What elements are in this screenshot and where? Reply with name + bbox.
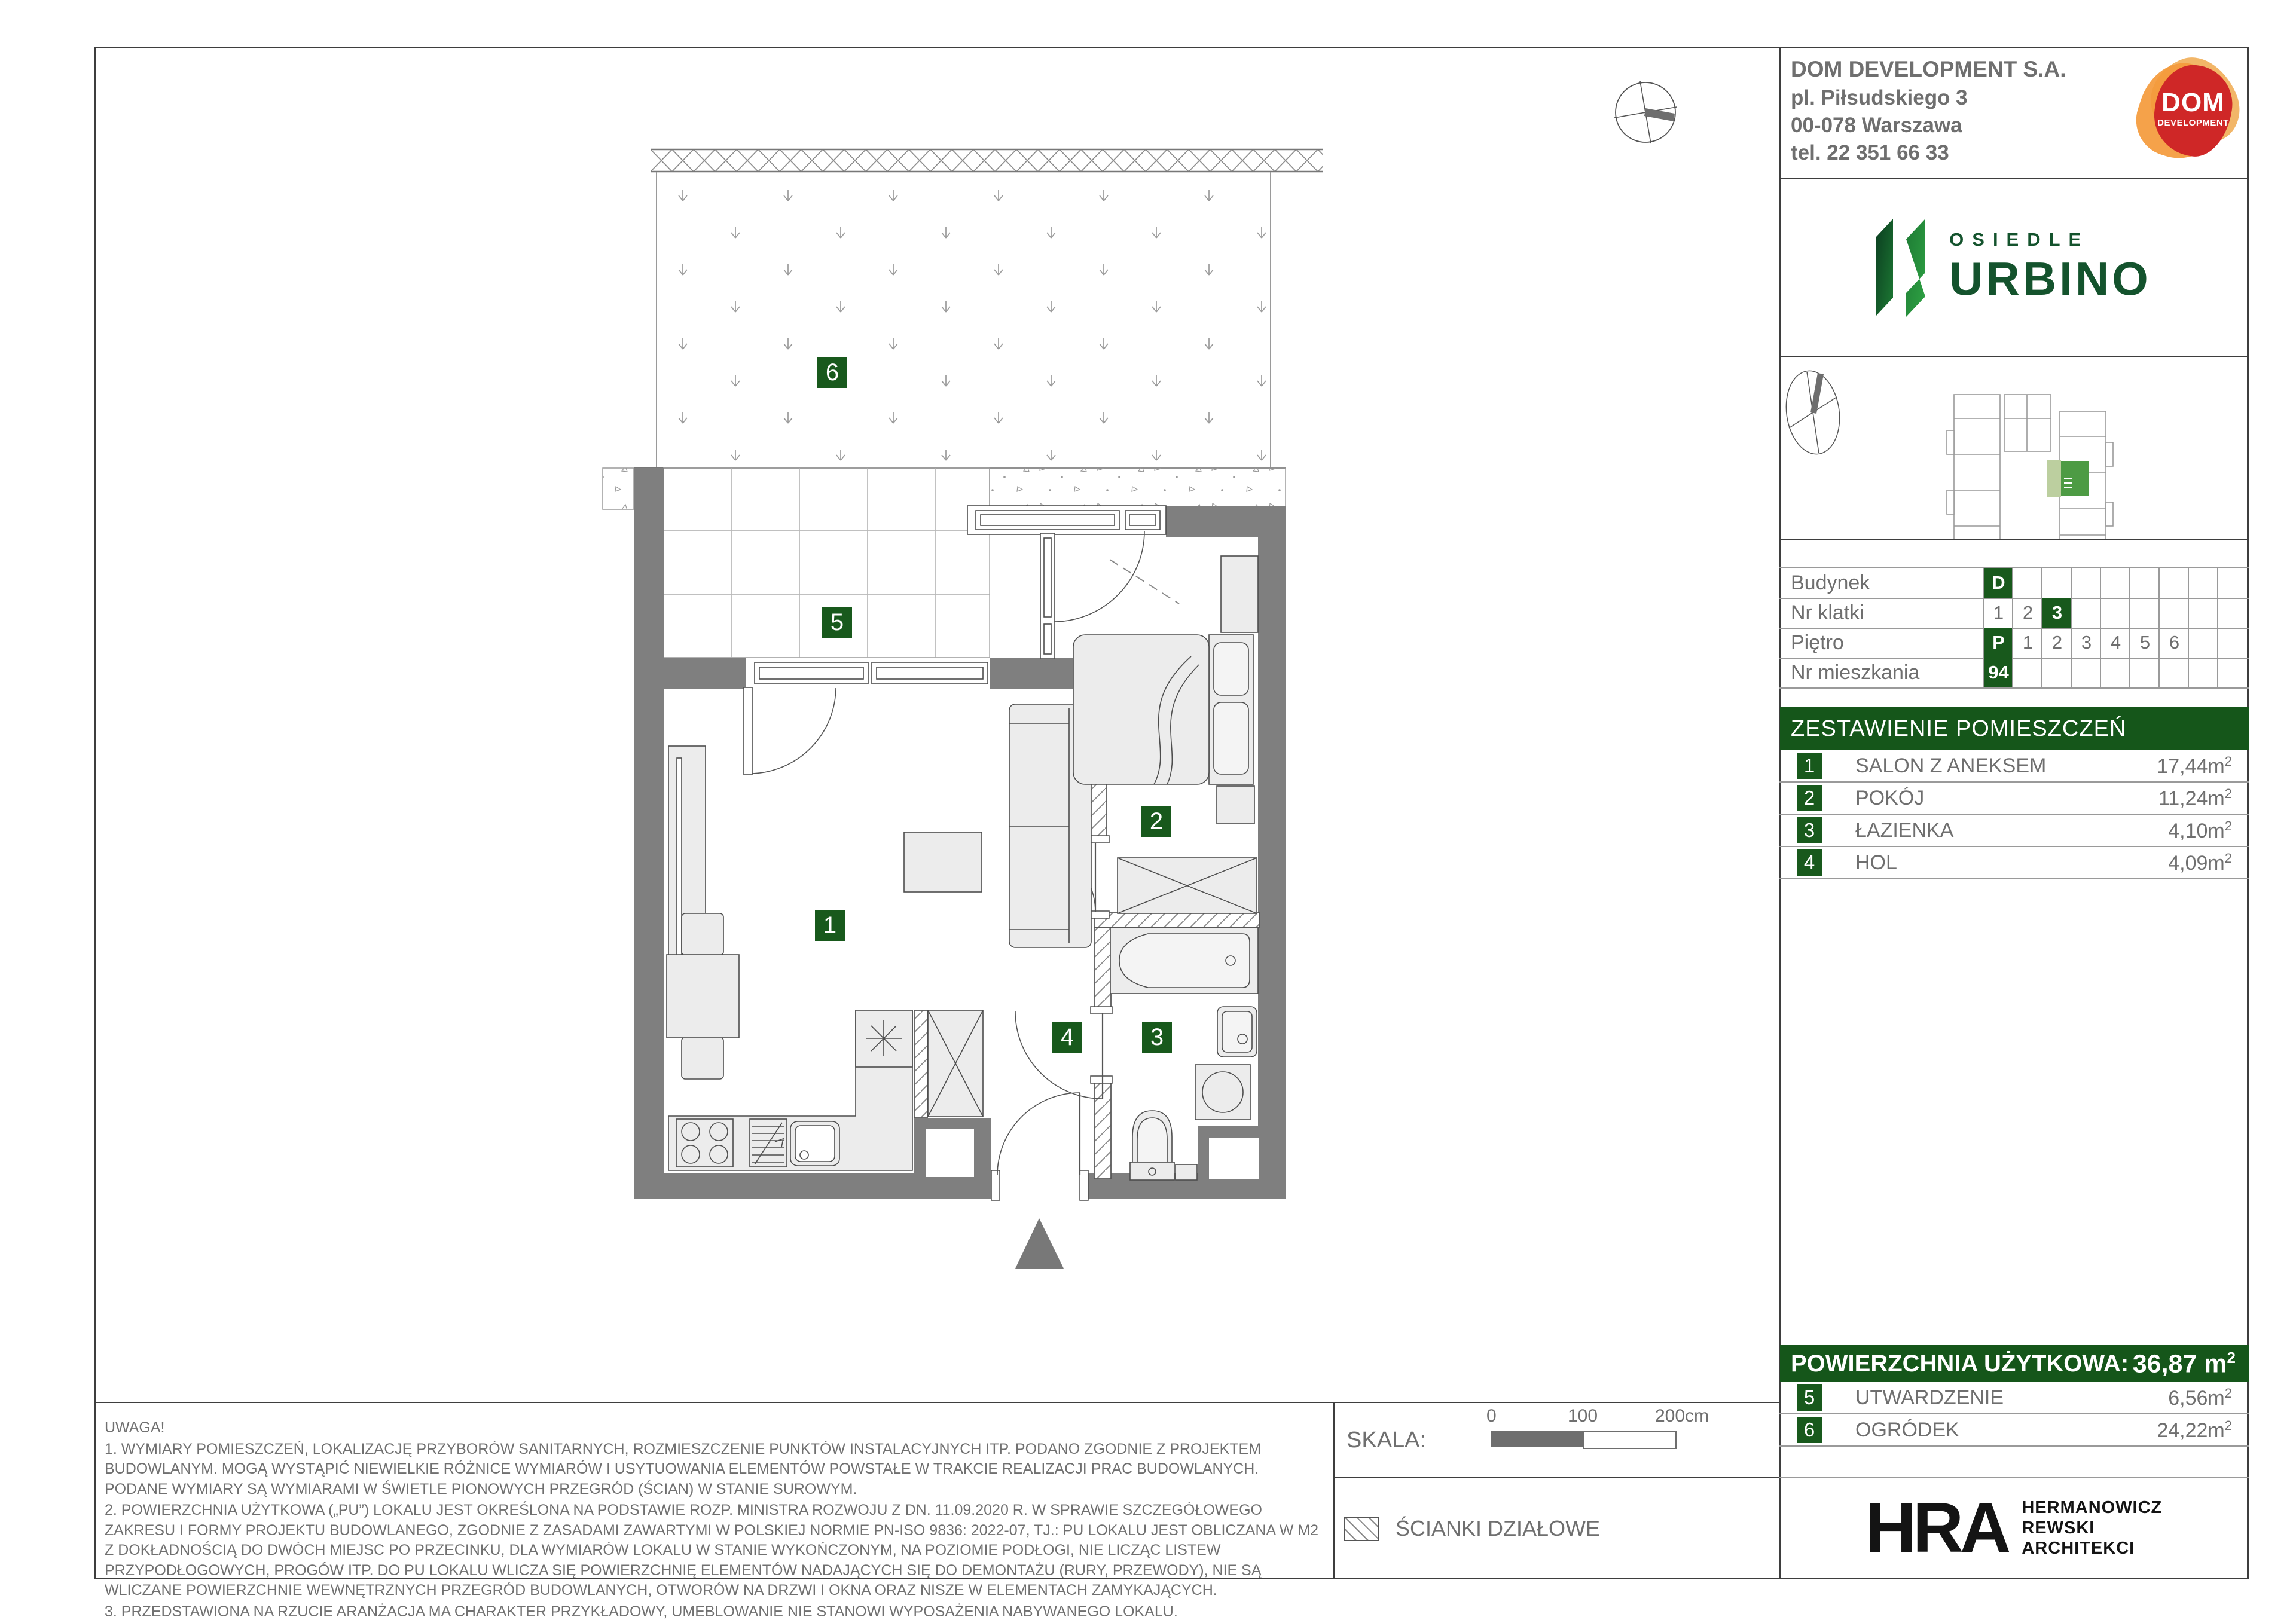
drainer [750, 1119, 787, 1167]
logo-text: DOM [2161, 88, 2225, 117]
line-skala-bottom [1333, 1477, 1780, 1478]
cell-pietro-6: 6 [2158, 628, 2189, 658]
bed [1073, 635, 1253, 784]
osiedle-urbino-logo [1779, 179, 2249, 356]
room-no: 2 [1797, 785, 1822, 811]
urbino-logo-text [1949, 229, 2151, 306]
bathroom-sink [1217, 1007, 1257, 1057]
cell-pietro-5: 5 [2129, 628, 2160, 658]
room-name: HOL [1855, 851, 1897, 874]
cell-pietro-4: 4 [2100, 628, 2130, 658]
hra-logo-text: HRA [1865, 1488, 2008, 1567]
line-notes-top [94, 1402, 1780, 1403]
svg-text:2: 2 [1149, 808, 1164, 835]
room-name: SALON Z ANEKSEM [1855, 754, 2047, 777]
cell-pietro-1: 1 [2012, 628, 2042, 658]
room-area: 4,09m $^2$ [2168, 851, 2232, 875]
notes-block [105, 1418, 1321, 1623]
room2-furniture [1073, 556, 1258, 913]
minimap-unit-highlight [2047, 460, 2089, 497]
bottom-divider [1333, 1402, 1335, 1579]
company-info [1791, 55, 2126, 167]
note-3: 3. PRZEDSTAWIONA NA RZUCIE ARANŻACJA MA CHARAKTER PRZYKŁADOWY, UMEBLOWANIE NIE STANOWI WYPOSAŻENIA NABYWANEGO LOKALU. [105, 1603, 1178, 1620]
room-area: 17,44m $^2$ [2157, 754, 2232, 778]
salon-balcony-window [744, 662, 988, 775]
company-name: DOM DEVELOPMENT S.A. [1791, 57, 2066, 81]
notes-title: UWAGA! [105, 1419, 165, 1436]
row-label-budynek: Budynek [1791, 571, 1870, 594]
cell-klatka-3: 3 [2041, 598, 2072, 628]
room-row-3 [1779, 815, 2249, 846]
cell-klatka-1: 1 [1983, 598, 2013, 628]
site-plan-minimap [1780, 357, 2249, 539]
entrance-arrow [1015, 1218, 1064, 1269]
svg-text:5: 5 [830, 609, 844, 635]
washing-machine [1195, 1065, 1250, 1120]
room-name: ŁAZIENKA [1855, 818, 1954, 842]
compass-icon [1614, 81, 1677, 143]
cell-pietro-3: 3 [2071, 628, 2101, 658]
note-1: 1. WYMIARY POMIESZCZEŃ, LOKALIZACJĘ PRZYBORÓW SANITARNYCH, ROZMIESZCZENIE PUNKTÓW INSTALACYJNYCH ITP. PODANO ZGODNIE Z PROJEKTEM BUDOWLANYM. MOGĄ WYSTĄPIĆ NIEWIELKIE RÓŻNICE WYMIARÓW I USYTUOWANIA ELEMENTÓW POWSTAŁE W TRAKCIE REALIZACJI PRAC BUDOWLANYCH. PODANE WYMIARY SĄ WYMIARAMI W ŚWIETLE PIONOWYCH PRZEGRÓD (ŚCIAN) W STANIE SUROWYM. [105, 1440, 1262, 1497]
svg-text:4: 4 [1060, 1024, 1074, 1050]
floor-plan [94, 47, 1779, 1402]
extra-no: 5 [1797, 1384, 1822, 1411]
architect-name: HERMANOWICZ REWSKI ARCHITEKCI [2022, 1497, 2163, 1558]
rooms-header: ZESTAWIENIE POMIESZCZEŃ [1791, 716, 2127, 741]
svg-text:1: 1 [823, 912, 837, 939]
row-label-mieszkanie: Nr mieszkania [1791, 661, 1920, 684]
minimap-compass-icon [1781, 368, 1845, 458]
toilet [1130, 1111, 1197, 1180]
partition-wall-legend-label: ŚCIANKI DZIAŁOWE [1396, 1516, 1601, 1541]
partition-wall-legend-icon [1344, 1517, 1379, 1541]
extra-name: UTWARDZENIE [1855, 1386, 2004, 1409]
cell-budynek-D: D [1983, 568, 2013, 598]
sink [790, 1121, 839, 1166]
room-row-4 [1779, 847, 2249, 878]
extra-area: 6,56m $^2$ [2168, 1386, 2232, 1410]
tall-cabinet [928, 1010, 983, 1117]
bathtub [1110, 928, 1258, 994]
row-label-pietro: Piętro [1791, 631, 1844, 654]
usable-area-value: 36,87 $m^2$ [2132, 1348, 2236, 1379]
company-phone: tel. 22 351 66 33 [1791, 141, 1949, 165]
garden [634, 172, 1286, 468]
wardrobe [1118, 858, 1257, 913]
label-3 [1142, 1022, 1172, 1053]
osiedle-text: OSIEDLE [1949, 229, 2090, 250]
room-row-2 [1779, 783, 2249, 814]
room-row-1 [1779, 750, 2249, 781]
stove [676, 1119, 733, 1167]
room2-corner-dash [1110, 560, 1179, 604]
cell-klatka-2: 2 [2012, 598, 2042, 628]
usable-area-bar [1780, 1345, 2249, 1382]
logo-subtext: DEVELOPMENT [2157, 118, 2229, 128]
extra-name: OGRÓDEK [1855, 1418, 1959, 1441]
cell-mieszkanie-94: 94 [1983, 658, 2013, 687]
svg-text:6: 6 [825, 359, 839, 386]
label-6 [817, 357, 847, 388]
fence [651, 149, 1323, 172]
scale-tick-100: 100 [1568, 1406, 1598, 1426]
scale-bar-light [1583, 1431, 1677, 1449]
hob-symbol [866, 1020, 902, 1056]
urbino-mark-icon [1876, 215, 1934, 320]
cell-pietro-2: 2 [2041, 628, 2072, 658]
room-area: 11,24m $^2$ [2158, 786, 2232, 810]
company-address2: 00-078 Warszawa [1791, 114, 1962, 137]
label-5 [822, 607, 852, 638]
room-no: 4 [1797, 849, 1822, 876]
scale-tick-200: 200cm [1655, 1406, 1709, 1426]
room-area: 4,10m $^2$ [2168, 818, 2232, 842]
dom-development-logo [2135, 57, 2245, 167]
entrance-door [991, 1093, 1088, 1200]
coffee-table [904, 832, 982, 892]
extra-row-5 [1779, 1382, 2249, 1413]
room-name: POKÓJ [1855, 786, 1925, 809]
extra-row-6 [1779, 1414, 2249, 1445]
line-map-bottom [1780, 539, 2249, 540]
row-label-klatka: Nr klatki [1791, 601, 1864, 624]
scale-label: SKALA: [1347, 1428, 1427, 1453]
label-2 [1141, 806, 1171, 837]
extra-area: 24,22m $^2$ [2157, 1418, 2232, 1442]
label-4 [1052, 1022, 1082, 1053]
usable-area-label: POWIERZCHNIA UŻYTKOWA: [1791, 1350, 2129, 1377]
nightstand [1217, 786, 1254, 824]
salon-balcony-door-arc [752, 688, 836, 774]
room2-balcony-door-arc [1054, 531, 1144, 622]
room-no: 3 [1797, 817, 1822, 843]
architect-logo [1779, 1478, 2249, 1578]
extra-no: 6 [1797, 1417, 1822, 1443]
company-address1: pl. Piłsudskiego 3 [1791, 85, 1968, 109]
note-2: 2. POWIERZCHNIA UŻYTKOWA („PU”) LOKALU JEST OKREŚLONA NA PODSTAWIE ROZP. MINISTRA ROZWOJU Z DN. 11.09.2020 R. W SPRAWIE SZCZEGÓŁOWEGO ZAKRESU I FORMY PROJEKTU BUDOWLANEGO, ZGODNIE Z ZASADAMI ZAWARTYMI W POLSKIEJ NORMIE PN-ISO 9836: 2022-07, TJ.: PU LOKALU JEST OBLICZANA W M2 Z DOKŁADNOŚCIĄ DO DWÓCH MIEJSC PO PRZECINKU, DLA WYMIARÓW LOKALU W STANIE WYKOŃCZONYM, NA POZIOMIE PODŁOGI, NIE LICZĄC LISTEW PRZYPODŁOGOWYCH, PROGÓW ITP. DO PU LOKALU WLICZA SIĘ POWIERZCHNIĘ ELEMENTÓW NADAJĄCYCH SIĘ DO DEMONTAŻU (RURY, PRZEWODY), NIE SĄ WLICZANE POWIERZCHNIE WEWNĘTRZNYCH PRZEGRÓD BUDOWLANYCH, OTWORÓW NA DRZWI I OKNA ORAZ NISZE W ELEMENTACH ZAMYKAJĄCYCH. [105, 1502, 1319, 1598]
cell-pietro-P: P [1983, 628, 2013, 658]
room-no: 1 [1797, 753, 1822, 779]
label-1 [815, 910, 845, 941]
wall-shelf [1221, 556, 1258, 632]
rooms-header-bar [1780, 707, 2249, 750]
urbino-text: URBINO [1949, 252, 2151, 305]
scale-bar-dark [1491, 1431, 1583, 1447]
scale-tick-0: 0 [1486, 1406, 1497, 1426]
svg-text:3: 3 [1150, 1024, 1164, 1050]
